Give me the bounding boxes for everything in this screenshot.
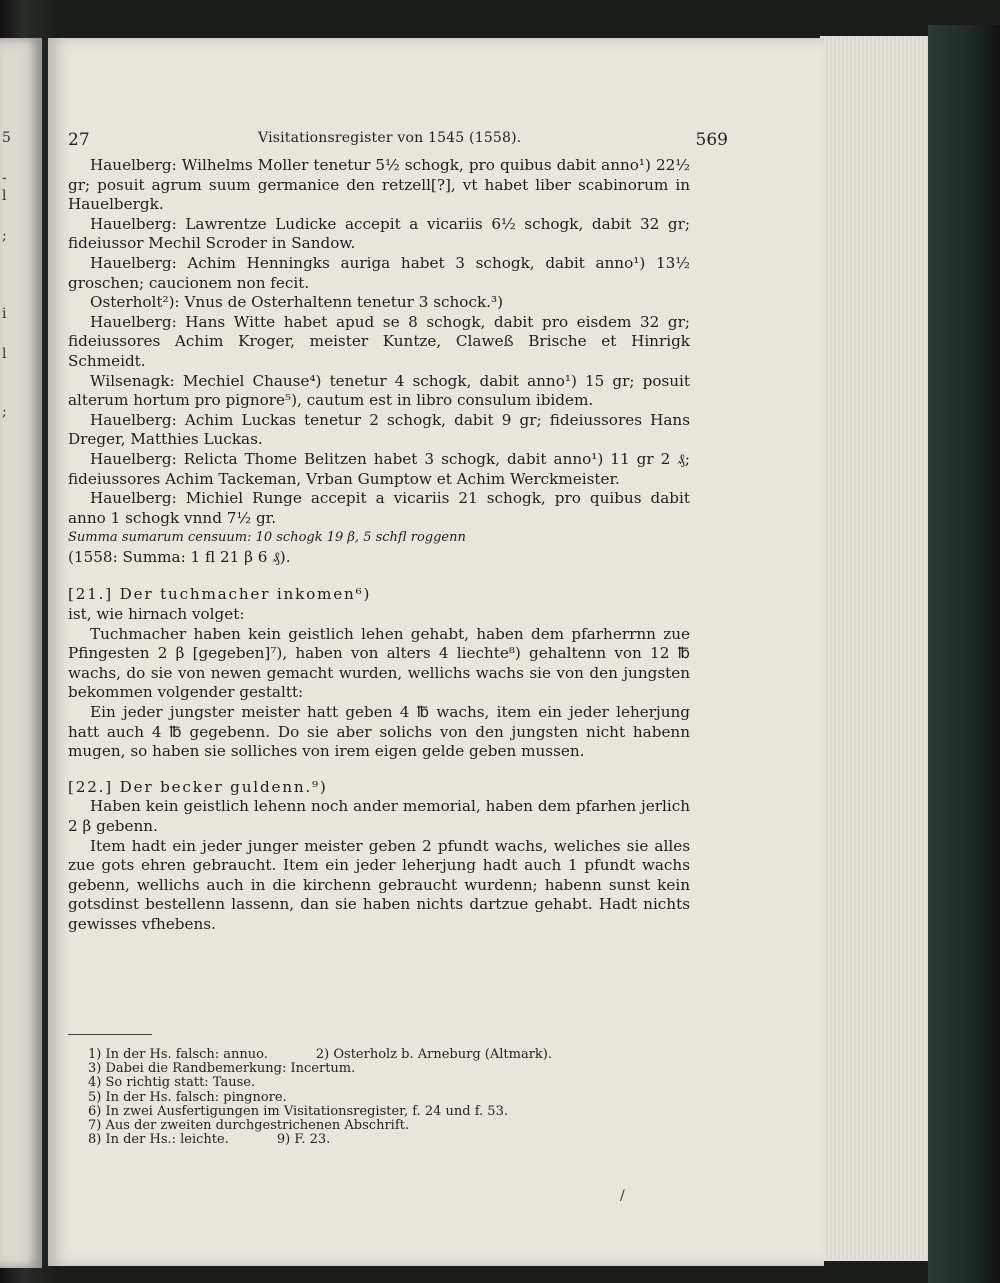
entry-paragraph: Hauelberg: Achim Luckas tenetur 2 schogk, dabit 9 gr; fideiussores Hans Dreger, Matthies Luckas. — [68, 410, 690, 449]
page-body — [68, 156, 690, 935]
entry-paragraph: Hauelberg: Hans Witte habet apud se 8 schogk, dabit pro eisdem 32 gr; fideiussores Achim Kroger, meister Kuntze, Claweß Brische et Hinrigk Schmeidt. — [68, 312, 690, 370]
facing-page-edge — [0, 38, 42, 1268]
facing-page-glyph: - — [2, 170, 7, 186]
footnote: 4) So richtig statt: Tause. — [88, 1075, 256, 1091]
stray-pencil-mark: / — [620, 1188, 625, 1204]
summa-line: Summa sumarum censuum: 10 schogk 19 β, 5 schfl roggenn — [68, 530, 466, 546]
footnote: 5) In der Hs. falsch: pingnore. — [88, 1089, 287, 1105]
facing-page-glyph: ; — [2, 404, 7, 420]
entry-paragraph: Hauelberg: Achim Henningks auriga habet 3 schogk, dabit anno¹) 13½ groschen; caucionem non fecit. — [68, 253, 690, 292]
section-paragraph: Ein jeder jungster meister hatt geben 4 ℔ wachs, item ein jeder leherjung hatt auch 4 ℔ gegebenn. Do sie aber solichs von den jungsten nicht habenn mugen, so haben sie solliches von irem eigen gelde geben mussen. — [68, 703, 690, 761]
facing-page-glyph: l — [2, 188, 7, 204]
book-page — [48, 38, 824, 1266]
entry-paragraph: Osterholt²): Vnus de Osterhaltenn tenetur 3 schock.³) — [90, 293, 503, 312]
footnote: 7) Aus der zweiten durchgestrichenen Abschrift. — [88, 1118, 409, 1134]
page-number: 569 — [695, 130, 728, 150]
footnote: 8) In der Hs.: leichte. 9) F. 23. — [88, 1132, 331, 1148]
book-cover-right — [928, 25, 1000, 1283]
footnote: 1) In der Hs. falsch: annuo. 2) Osterholz b. Arneburg (Altmark). — [88, 1047, 553, 1062]
facing-page-glyph: ; — [2, 228, 7, 244]
entry-paragraph: Hauelberg: Lawrentze Ludicke accepit a vicariis 6½ schogk, dabit 32 gr; fideiussor Mechil Scroder in Sandow. — [68, 214, 690, 253]
page-number-left: 27 — [68, 130, 90, 150]
footnote: 3) Dabei die Randbemerkung: Incertum. — [88, 1061, 356, 1077]
summa-1558-line: (1558: Summa: 1 fl 21 β 6 ₰). — [68, 547, 291, 566]
running-header — [68, 130, 728, 152]
footnote: 6) In zwei Ausfertigungen im Visitationsregister, f. 24 und f. 53. — [88, 1103, 508, 1119]
entry-paragraph: Hauelberg: Michiel Runge accepit a vicariis 21 schogk, pro quibus dabit anno 1 schogk vnnd 7½ gr. — [68, 489, 690, 527]
facing-page-glyph: 5 — [2, 130, 11, 146]
section-paragraph: Tuchmacher haben kein geistlich lehen gehabt, haben dem pfarherrnn zue Pfingesten 2 β [gegeben]⁷), haben von alters 4 liechte⁸) gehaltenn von 12 ℔ wachs, do sie von newen gemacht wurden, wellichs wachs sie von den jungsten bekommen volgender gestaltt: — [68, 624, 690, 702]
spacer — [68, 762, 690, 778]
section-heading-22: [22.] Der becker guldenn.⁹) — [68, 777, 328, 796]
spacer — [68, 567, 690, 585]
section-lead: ist, wie hirnach volget: — [68, 605, 245, 624]
section-paragraph: Haben kein geistlich lehenn noch ander memorial, haben dem pfarhen jerlich 2 β gebenn. — [68, 797, 690, 835]
facing-page-glyph: l — [2, 346, 7, 362]
facing-page-glyph: i — [2, 306, 7, 322]
footnotes — [88, 1048, 668, 1147]
entry-paragraph: Hauelberg: Wilhelms Moller tenetur 5½ schogk, pro quibus dabit anno¹) 22½ gr; posuit agrum suum germanice den retzell[?], vt habet liber scabinorum in Hauelbergk. — [68, 156, 690, 214]
running-title: Visitationsregister von 1545 (1558). — [258, 130, 522, 146]
entry-paragraph: Wilsenagk: Mechiel Chause⁴) tenetur 4 schogk, dabit anno¹) 15 gr; posuit alterum hortum pro pignore⁵), cautum est in libro consulum ibidem. — [68, 371, 690, 410]
entry-paragraph: Hauelberg: Relicta Thome Belitzen habet 3 schogk, dabit anno¹) 11 gr 2 ₰; fideiussores Achim Tackeman, Vrban Gumptow et Achim Werckmeister. — [68, 449, 690, 488]
section-paragraph: Item hadt ein jeder junger meister geben 2 pfundt wachs, weliches sie alles zue gots ehren gebraucht. Item ein jeder leherjung hadt auch 1 pfundt wachs gebenn, wellichs auch in die kirchenn gebraucht wurdenn; habenn sunst kein gotsdinst bestellenn lassenn, dan sie haben nichts dartzue gehabt. Hadt nichts gewisses vfhebens. — [68, 836, 690, 933]
footnote-rule — [68, 1034, 152, 1035]
section-heading-21: [21.] Der tuchmacher inkomen⁶) — [68, 585, 372, 604]
